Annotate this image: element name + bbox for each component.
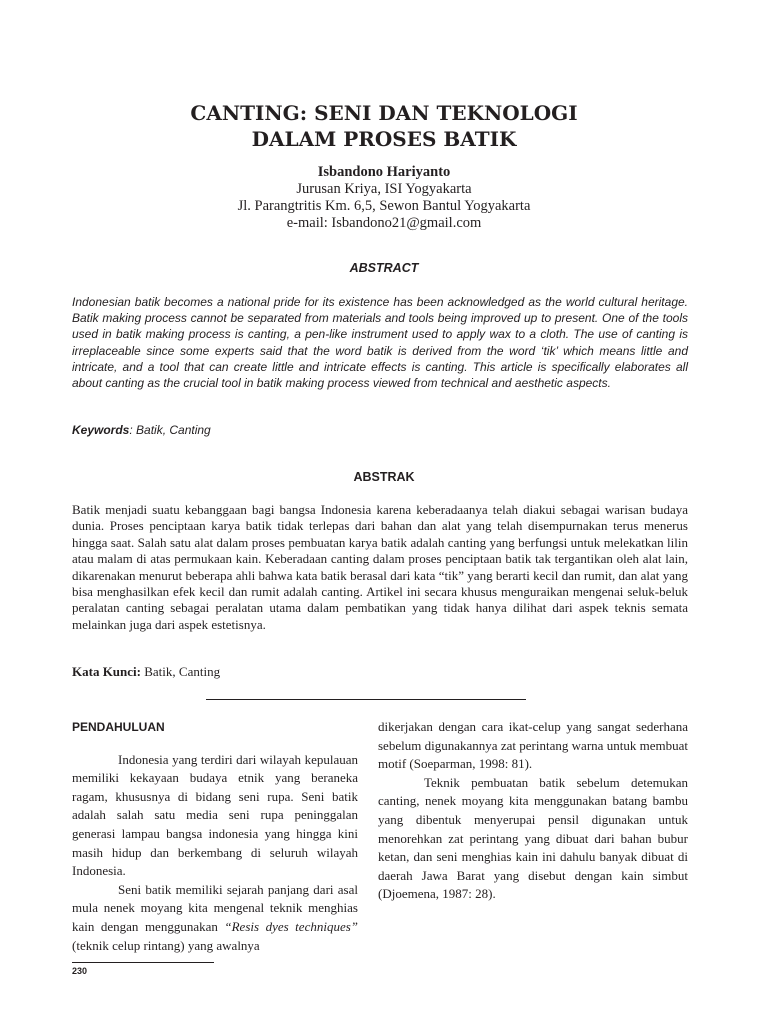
intro-paragraph-3: dikerjakan dengan cara ikat-celup yang sangat sederhana sebelum digunakannya zat perintang warna untuk membuat motif (Soeparman, 1998: 81). bbox=[378, 719, 688, 772]
intro-p2-end: (teknik celup rintang) yang awalnya bbox=[72, 937, 260, 953]
keywords-indonesian bbox=[72, 664, 220, 680]
kata-kunci-value: Batik, Canting bbox=[140, 664, 221, 679]
column-left bbox=[72, 718, 358, 955]
title-line-2: DALAM PROSES BATIK bbox=[251, 127, 517, 151]
abstract-heading: ABSTRACT bbox=[349, 261, 419, 275]
intro-heading: PENDAHULUAN bbox=[72, 720, 165, 734]
keywords-label: Keywords bbox=[72, 423, 130, 437]
author-name: Isbandono Hariyanto bbox=[317, 164, 451, 180]
kata-kunci-label: Kata Kunci: bbox=[72, 664, 141, 679]
section-divider bbox=[206, 699, 526, 700]
author-address: Jl. Parangtritis Km. 6,5, Sewon Bantul Yogyakarta bbox=[237, 198, 531, 214]
abstrak-indonesian: Batik menjadi suatu kebanggaan bagi bangsa Indonesia karena keberadaanya telah diakui sebagai warisan budaya dunia. Proses penciptaan karya batik tidak terlepas dari bahan dan alat yang telah disempurnakan terus menerus hingga saat. Salah satu alat dalam proses pembuatan karya batik adalah canting yang berfungsi untuk melekatkan lilin atau malam di atas permukaan kain. Keberadaan canting dalam proses penciptaan batik tak tergantikan oleh alat lain, dikarenakan menurut beberapa ahli bahwa kata batik berasal dari kata “tik” yang berarti kecil dan rumit, dan alat yang bisa menghasilkan efek kecil dan rumit adalah canting. Artikel ini secara khusus menguraikan mengenai seluk-beluk peralatan canting sebagai peralatan utama dalam pembatikan yang tidak hanya dilihat dari aspek teknis semata melainkan juga dari aspek estetisnya. bbox=[72, 502, 688, 632]
intro-paragraph-2 bbox=[72, 881, 358, 955]
intro-paragraph-4: Teknik pembuatan batik sebelum detemukan canting, nenek moyang kita menggunakan batang bambu yang dibentuk menyerupai pensil digunakan untuk menorehkan zat perintang yang dibuat dari bahan bubur ketan, dan seni menghias kain ini dahulu banyak dibuat di daerah Jawa Barat yang disebut dengan kain simbut (Djoemena, 1987: 28). bbox=[378, 774, 688, 902]
page-number: 230 bbox=[72, 966, 88, 976]
keywords-value: : Batik, Canting bbox=[129, 423, 211, 437]
footer-rule bbox=[72, 962, 214, 963]
author-affiliation: Jurusan Kriya, ISI Yogyakarta bbox=[296, 181, 472, 197]
intro-p2-start: Seni batik memiliki sejarah panjang dari asal mula nenek moyang kita mengenal teknik menghias kain dengan menggunakan bbox=[72, 881, 358, 934]
abstrak-heading: ABSTRAK bbox=[353, 470, 415, 484]
column-right bbox=[378, 718, 688, 904]
author-block bbox=[0, 164, 768, 232]
abstract-english: Indonesian batik becomes a national pride for its existence has been acknowledged as the world cultural heritage. Batik making process cannot be separated from materials and tools being improved up to present. One of the tools used in batik making process is canting, a pen-like instrument used to apply wax to a cloth. The use of canting is irreplaceable since some experts said that the word batik is derived from the word ‘tik’ which means little and intricate, and a tool that can create little and intricate effects is canting. This article is specifically elaborates all about canting as the crucial tool in batik making process viewed from technical and aesthetic aspects. bbox=[72, 295, 688, 391]
title-line-1: CANTING: SENI DAN TEKNOLOGI bbox=[190, 101, 578, 125]
author-email: e-mail: Isbandono21@gmail.com bbox=[286, 215, 482, 231]
intro-p2-italic: “Resis dyes techniques” bbox=[224, 918, 359, 934]
paper-title bbox=[0, 100, 768, 152]
keywords-english bbox=[72, 423, 211, 437]
intro-paragraph-1: Indonesia yang terdiri dari wilayah kepulauan memiliki kekayaan budaya etnik yang beraneka ragam, khususnya di bidang seni rupa. Seni batik adalah salah satu media seni rupa peninggalan generasi lampau bangsa indonesia yang hingga kini masih hidup dan berkembang di seluruh wilayah Indonesia. bbox=[72, 751, 358, 879]
